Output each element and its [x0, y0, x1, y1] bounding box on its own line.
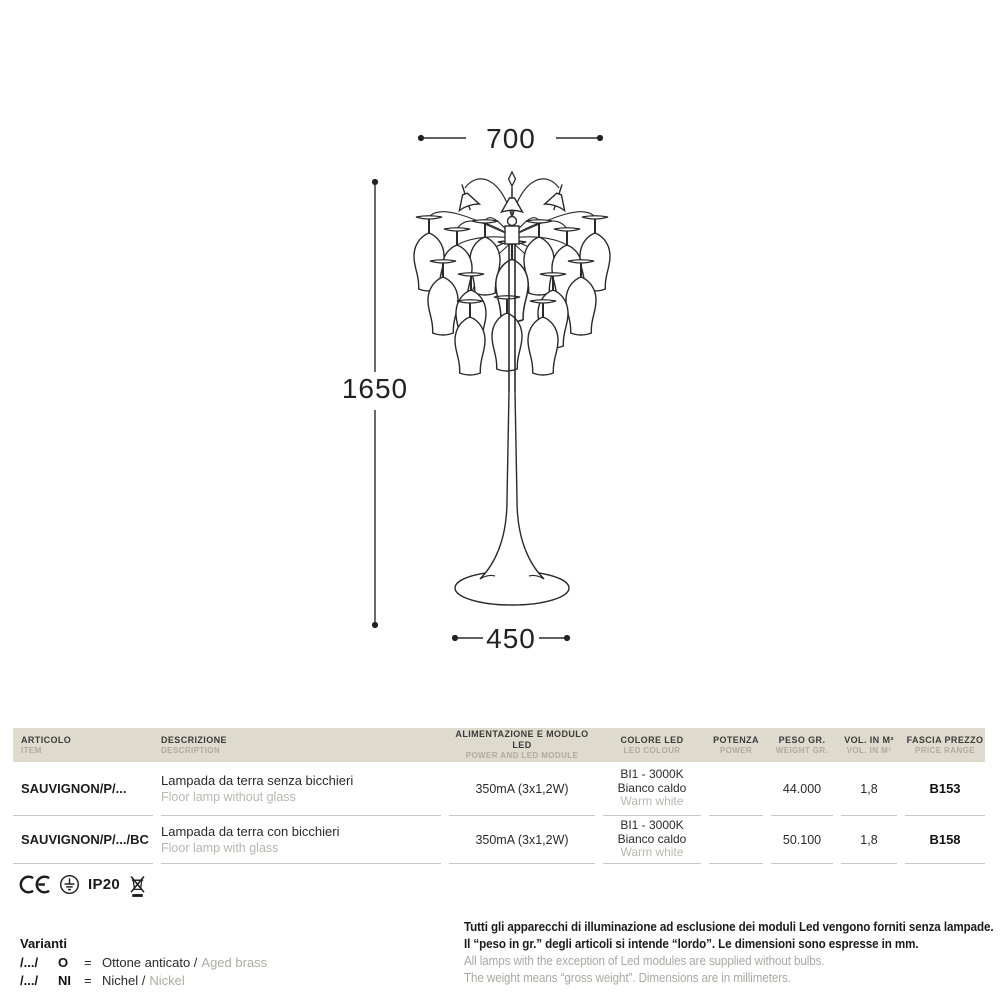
earth-ground-icon [59, 874, 80, 895]
variants-title: Varianti [20, 936, 67, 951]
led-colour-en: Warm white [620, 845, 684, 860]
variant-label-en: Nickel [149, 973, 185, 988]
variant-row [20, 973, 267, 988]
item-code: SAUVIGNON/P/.../BC [21, 832, 149, 847]
variant-row [20, 955, 267, 970]
variant-label-it: Ottone anticato / [102, 955, 198, 970]
certification-icons [19, 870, 147, 898]
volume-value: 1,8 [860, 832, 878, 847]
dim-height-label: 1650 [341, 373, 409, 404]
finial [509, 172, 516, 186]
footer-notes [464, 919, 994, 987]
variant-code: O [58, 955, 69, 970]
description-it: Lampada da terra con bicchieri [161, 823, 340, 839]
led-code: BI1 - 3000K [620, 818, 684, 833]
lamp-drawing-svg [330, 110, 630, 670]
led-colour-it: Bianco caldo [617, 831, 687, 846]
weight-value: 44.000 [782, 781, 822, 796]
weee-crossed-bin-icon [128, 873, 147, 899]
led-colour-it: Bianco caldo [617, 780, 687, 795]
dim-top-label: 700 [486, 123, 536, 154]
lamp-technical-drawing [330, 110, 630, 670]
item-code: SAUVIGNON/P/... [21, 781, 127, 796]
power-module: 350mA (3x1,2W) [475, 832, 569, 847]
note-english: All lamps with the exception of Led modules are supplied without bulbs. [464, 954, 825, 968]
price-range: B153 [929, 781, 961, 796]
header-articolo: ARTICOLO ITEM [21, 734, 72, 755]
note-italian: Il “peso in gr.” degli articoli si intende “lordo”. Le dimensioni sono espresse in mm. [464, 937, 919, 951]
table-row [13, 816, 985, 864]
hub [505, 217, 519, 245]
header-peso: PESO GR. WEIGHT GR. [775, 734, 829, 755]
variant-prefix: /.../ [20, 973, 39, 988]
header-descrizione: DESCRIZIONE DESCRIPTION [161, 734, 227, 755]
volume-value: 1,8 [860, 781, 878, 796]
header-fascia-prezzo: FASCIA PREZZO PRICE RANGE [906, 734, 984, 755]
ip-rating-label: IP20 [88, 875, 121, 893]
description-en: Floor lamp with glass [161, 840, 279, 855]
note-english: The weight means “gross weight”. Dimensions are in millimeters. [464, 971, 791, 985]
table-header-row [13, 728, 985, 762]
equals-sign: = [84, 955, 92, 970]
led-colour-en: Warm white [620, 794, 684, 809]
variant-code: NI [58, 973, 71, 988]
header-alimentazione: ALIMENTAZIONE E MODULO LED POWER AND LED MODULE [455, 729, 589, 760]
header-colore-led: COLORE LED LED COLOUR [620, 734, 684, 755]
description-it: Lampada da terra senza bicchieri [161, 772, 354, 788]
lamp-base [455, 392, 569, 605]
ce-mark-icon [19, 874, 51, 895]
led-code: BI1 - 3000K [620, 767, 684, 782]
variant-prefix: /.../ [20, 955, 39, 970]
variant-label-en: Aged brass [201, 955, 268, 970]
table-row [13, 762, 985, 816]
variants-block [20, 936, 267, 991]
header-potenza: POTENZA POWER [713, 734, 759, 755]
description-en: Floor lamp without glass [161, 789, 296, 804]
power-module: 350mA (3x1,2W) [475, 781, 569, 796]
equals-sign: = [84, 973, 92, 988]
price-range: B158 [929, 832, 961, 847]
header-volume: VOL. IN M³ VOL. IN M³ [844, 734, 894, 755]
spec-table [13, 728, 985, 864]
variant-label-it: Nichel / [102, 973, 146, 988]
note-italian: Tutti gli apparecchi di illuminazione ad esclusione dei moduli Led vengono forniti senza lampade. [464, 920, 994, 934]
weight-value: 50.100 [782, 832, 822, 847]
dim-base-label: 450 [486, 623, 536, 654]
